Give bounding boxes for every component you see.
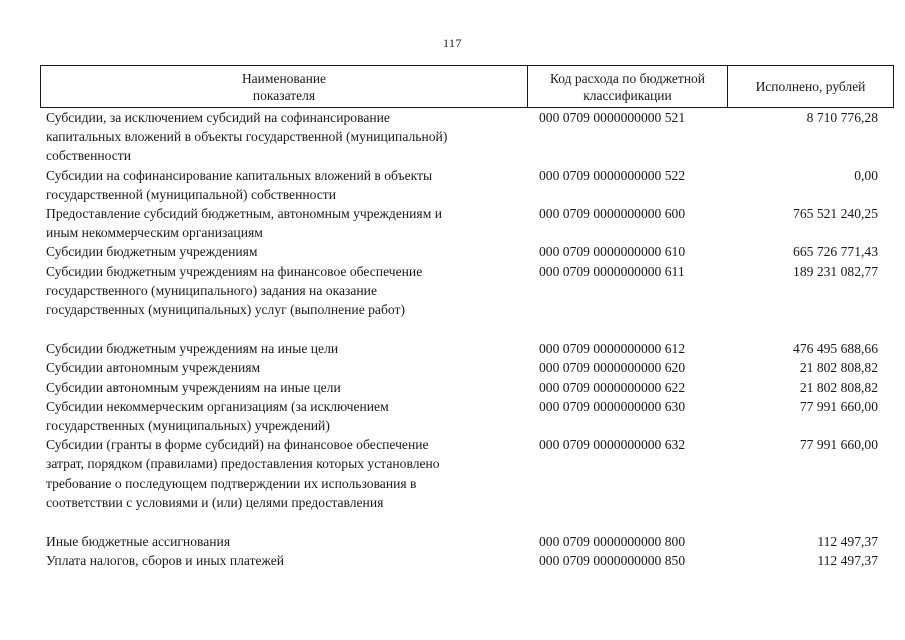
row-code: 000 0709 0000000000 630	[539, 398, 686, 414]
table-body	[40, 108, 894, 570]
row-value: 21 802 808,82	[799, 379, 878, 395]
row-name: Предоставление субсидий бюджетным, автономным учреждениям и иным некоммерческим организациям	[46, 206, 442, 241]
row-name: Субсидии некоммерческим организациям (за исключением государственных (муниципальных) учреждений)	[46, 398, 389, 434]
row-code: 000 0709 0000000000 600	[539, 206, 686, 222]
table-row	[40, 378, 894, 397]
header-name-label: Наименование показателя	[241, 70, 327, 103]
header-name-cell	[41, 66, 528, 107]
row-value: 189 231 082,77	[793, 263, 878, 279]
table-row	[40, 551, 894, 570]
row-code: 000 0709 0000000000 620	[539, 360, 686, 376]
table-header	[40, 65, 894, 108]
row-code: 000 0709 0000000000 622	[539, 379, 686, 395]
table-row	[40, 166, 894, 204]
row-code: 000 0709 0000000000 611	[539, 263, 685, 279]
row-code: 000 0709 0000000000 610	[539, 244, 686, 260]
row-name: Уплата налогов, сборов и иных платежей	[46, 553, 285, 569]
page-number: 117	[442, 36, 463, 50]
row-value: 112 497,37	[817, 553, 878, 569]
row-code: 000 0709 0000000000 632	[539, 437, 686, 453]
row-name: Иные бюджетные ассигнования	[46, 534, 231, 550]
row-value: 112 497,37	[817, 534, 878, 550]
table-row	[40, 108, 894, 166]
row-code: 000 0709 0000000000 521	[539, 110, 686, 125]
row-value: 77 991 660,00	[799, 398, 878, 414]
table-row	[40, 532, 894, 551]
row-value: 765 521 240,25	[793, 206, 878, 222]
header-code-label: Код расхода по бюджетной классификации	[549, 70, 706, 103]
row-code: 000 0709 0000000000 800	[539, 534, 686, 550]
table-row	[40, 242, 894, 261]
row-value: 665 726 771,43	[793, 244, 878, 260]
table-row	[40, 397, 894, 435]
row-name: Субсидии бюджетным учреждениям на финансовое обеспечение государственного (муниципального) задания на оказание государственных (муниципальных) услуг (выполнение работ)	[46, 263, 423, 318]
table-row	[40, 435, 894, 512]
header-value-label: Исполнено, рублей	[755, 79, 866, 94]
table-row	[40, 339, 894, 358]
row-value: 476 495 688,66	[793, 341, 878, 357]
row-value: 21 802 808,82	[799, 360, 878, 376]
row-name: Субсидии на софинансирование капитальных вложений в объекты государственной (муниципальной) собственности	[46, 167, 433, 202]
row-value: 77 991 660,00	[799, 437, 878, 453]
table-row	[40, 358, 894, 377]
row-value: 8 710 776,28	[806, 110, 878, 125]
row-code: 000 0709 0000000000 612	[539, 341, 686, 357]
row-value: 0,00	[854, 167, 878, 183]
row-code: 000 0709 0000000000 850	[539, 553, 686, 569]
header-value-cell	[728, 66, 893, 107]
row-name: Субсидии (гранты в форме субсидий) на финансовое обеспечение затрат, порядком (правилами) предоставления которых установлено требование о последующем подтверждении их использования в соответствии с условиями и (или) целями предоставления	[46, 437, 440, 510]
row-name: Субсидии бюджетным учреждениям	[46, 244, 258, 260]
table-row	[40, 262, 894, 320]
row-name: Субсидии автономным учреждениям на иные цели	[46, 379, 341, 395]
row-name: Субсидии бюджетным учреждениям на иные цели	[46, 341, 339, 357]
table-row	[40, 204, 894, 242]
row-name: Субсидии, за исключением субсидий на софинансирование капитальных вложений в объекты государственной (муниципальной) собственности	[46, 110, 448, 164]
row-code: 000 0709 0000000000 522	[539, 167, 686, 183]
header-code-cell	[528, 66, 728, 107]
row-name: Субсидии автономным учреждениям	[46, 360, 261, 376]
